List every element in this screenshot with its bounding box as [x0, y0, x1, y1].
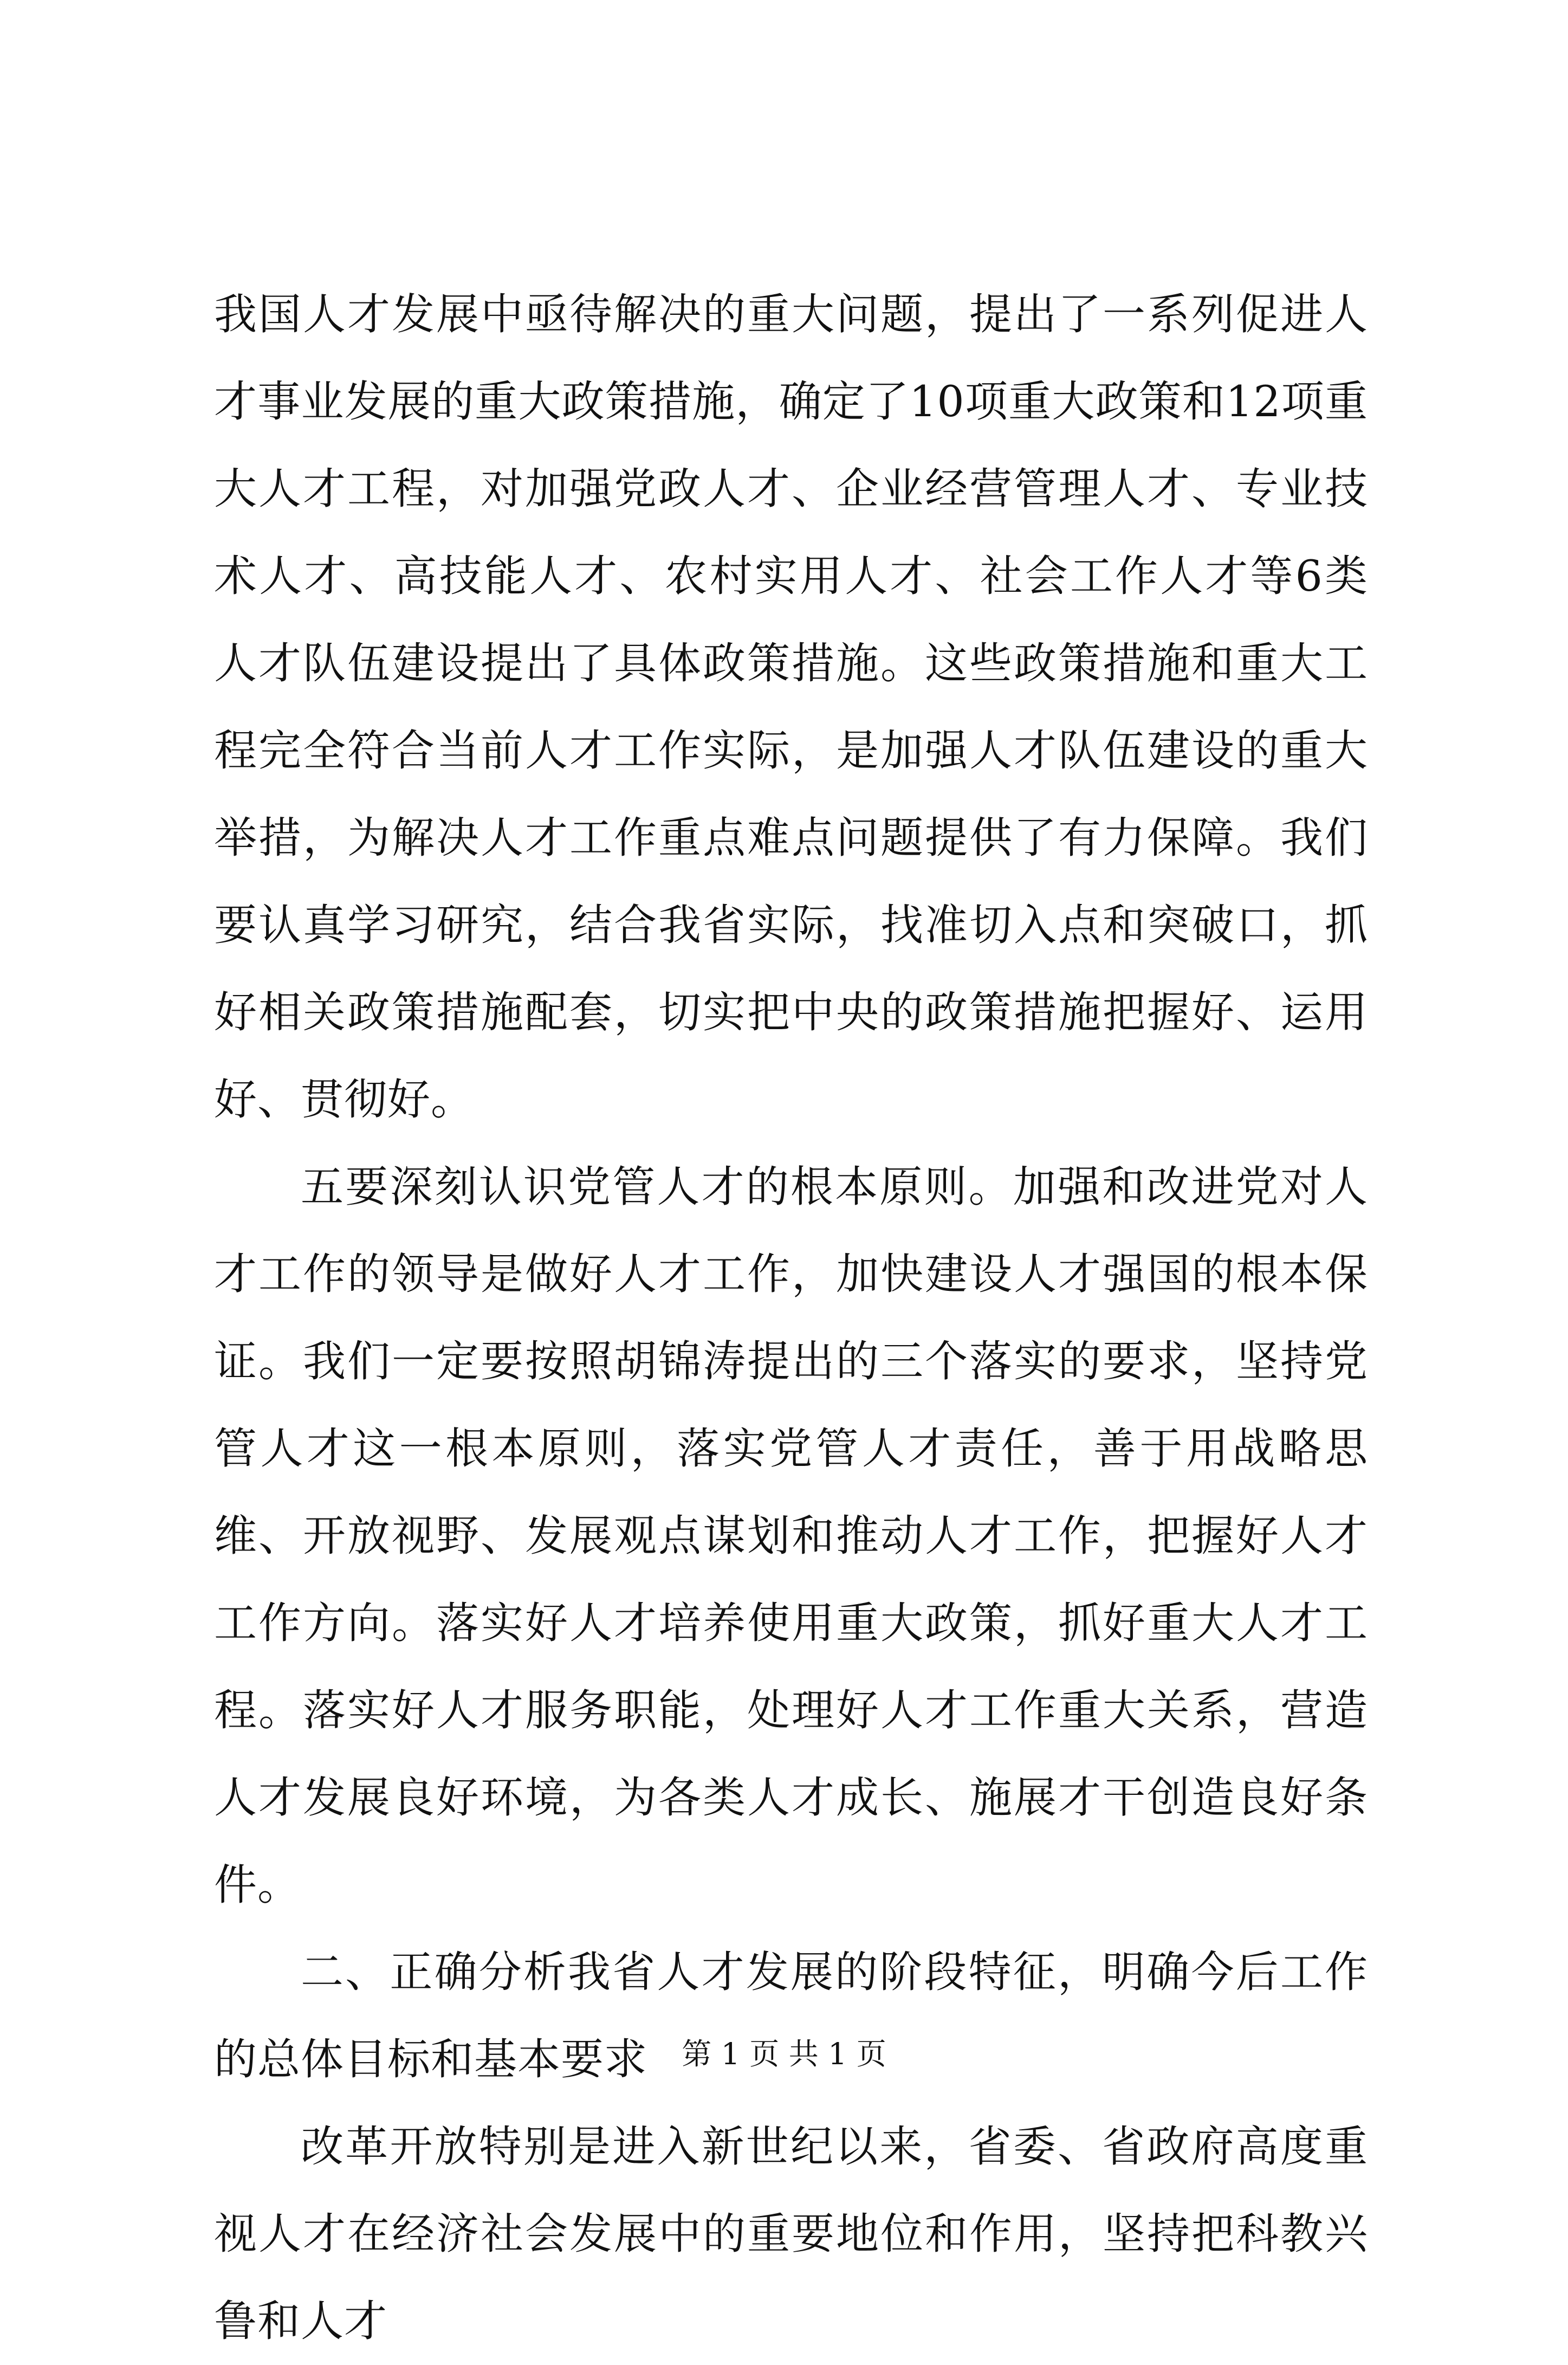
paragraph-continuation: 我国人才发展中亟待解决的重大问题，提出了一系列促进人才事业发展的重大政策措施，确定了10项重大政策和12项重大人才工程，对加强党政人才、企业经营管理人才、专业技术人才、高技能人才、农村实用人才、社会工作人才等6类人才队伍建设提出了具体政策措施。这些政策措施和重大工程完全符合当前人才工作实际，是加强人才队伍建设的重大举措，为解决人才工作重点难点问题提供了有力保障。我们要认真学习研究，结合我省实际，找准切入点和突破口，抓好相关政策措施配套，切实把中央的政策措施把握好、运用好、贯彻好。: [214, 289, 1368, 1125]
page-number-footer: 第 1 页 共 1 页: [682, 2037, 886, 2071]
section-heading-two: 二、正确分析我省人才发展的阶段特征，明确今后工作的总体目标和基本要求: [214, 1947, 1368, 2084]
paragraph-party-talent-principle: 五要深刻认识党管人才的根本原则。加强和改进党对人才工作的领导是做好人才工作，加快建设人才强国的根本保证。我们一定要按照胡锦涛提出的三个落实的要求，坚持党管人才这一根本原则，落实党管人才责任，善于用战略思维、开放视野、发展观点谋划和推动人才工作，把握好人才工作方向。落实好人才培养使用重大政策，抓好重大人才工程。落实好人才服务职能，处理好人才工作重大关系，营造人才发展良好环境，为各类人才成长、施展才干创造良好条件。: [214, 1162, 1368, 1910]
paragraph-reform-opening: 改革开放特别是进入新世纪以来，省委、省政府高度重视人才在经济社会发展中的重要地位和作用，坚持把科教兴鲁和人才: [214, 2122, 1368, 2346]
